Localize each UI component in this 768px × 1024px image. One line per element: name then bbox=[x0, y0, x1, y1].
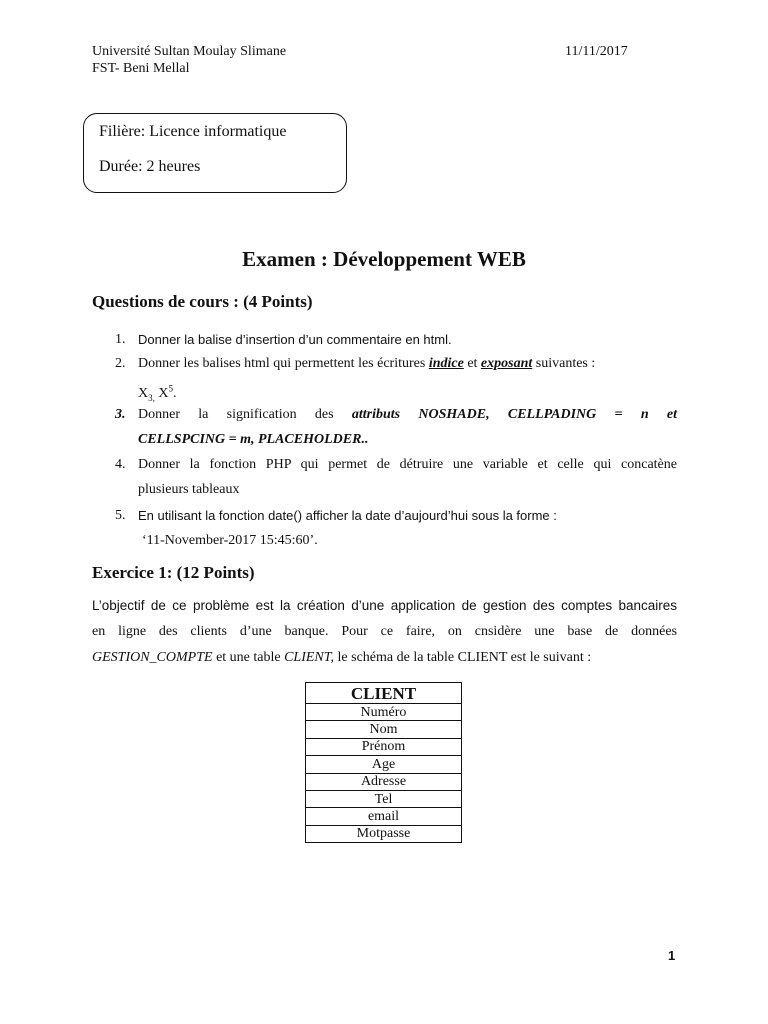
question-text: En utilisant la fonction date() afficher la date d’aujourd’hui sous la forme : ‘11-November-2017 15:45:60’. bbox=[138, 508, 557, 548]
table-row: Numéro bbox=[306, 704, 462, 721]
table-row: Tel bbox=[306, 790, 462, 807]
superscript-value: 5 bbox=[168, 383, 173, 393]
client-table-header: CLIENT bbox=[306, 683, 462, 704]
question-number: 5. bbox=[115, 508, 126, 523]
para-line-3: GESTION_COMPTE et une table CLIENT, le schéma de la table CLIENT est le suivant : bbox=[92, 650, 592, 665]
x-subscript-expr: $X_{3,}$ bbox=[138, 385, 155, 403]
table-row: Nom bbox=[306, 721, 462, 738]
filiere-label: Filière: Licence informatique bbox=[99, 123, 287, 140]
question-text: Donner la balise d’insertion d’un commentaire en html. bbox=[138, 332, 452, 347]
indice-word: indice bbox=[428, 356, 464, 371]
x-superscript-expr: $X^5$. bbox=[158, 383, 177, 401]
page-number: 1 bbox=[668, 948, 676, 963]
table-row: Adresse bbox=[306, 773, 462, 790]
para-line-1: L’objectif de ce problème est la création d’une application de gestion des comptes bancaires bbox=[92, 598, 677, 613]
q2-text-a: Donner les balises html qui permettent les écritures bbox=[138, 356, 429, 371]
university-name: Université Sultan Moulay Slimane bbox=[92, 44, 287, 59]
table-row: email bbox=[306, 808, 462, 825]
question-text bbox=[138, 402, 677, 452]
q2-text-b: et bbox=[463, 356, 481, 371]
question-number: 2. bbox=[115, 356, 126, 371]
exam-info-box bbox=[83, 113, 347, 193]
section-exercise-title: Exercice 1: (12 Points) bbox=[92, 563, 255, 582]
header-date: 11/11/2017 bbox=[565, 44, 628, 59]
question-number: 3. bbox=[115, 407, 126, 422]
duree-label: Durée: 2 heures bbox=[99, 158, 201, 175]
q3-line1: Donner la signification des attributs NOSHADE, CELLPADING = n et bbox=[138, 407, 677, 422]
table-row: Motpasse bbox=[306, 825, 462, 842]
faculty-name: FST- Beni Mellal bbox=[92, 61, 190, 76]
header-left bbox=[92, 43, 286, 77]
para-line-2: en ligne des clients d’une banque. Pour ce faire, on cnsidère une base de données bbox=[92, 624, 677, 639]
table-row: Age bbox=[306, 756, 462, 773]
exam-title: Examen : Développement WEB bbox=[242, 247, 526, 271]
client-table bbox=[305, 682, 462, 843]
q2-text-c: suivantes : bbox=[532, 356, 596, 371]
question-number: 4. bbox=[115, 457, 126, 472]
table-row: Prénom bbox=[306, 738, 462, 755]
section-questions-title: Questions de cours : (4 Points) bbox=[92, 292, 313, 311]
q3-line2: CELLSPCING = m, PLACEHOLDER.. bbox=[138, 432, 369, 447]
subscript-value: 3, bbox=[148, 392, 155, 403]
exposant-word: exposant bbox=[480, 356, 533, 371]
question-text: Donner la fonction PHP qui permet de détruire une variable et celle qui concatène plusieurs tableaux bbox=[138, 457, 677, 497]
question-number: 1. bbox=[115, 332, 126, 347]
